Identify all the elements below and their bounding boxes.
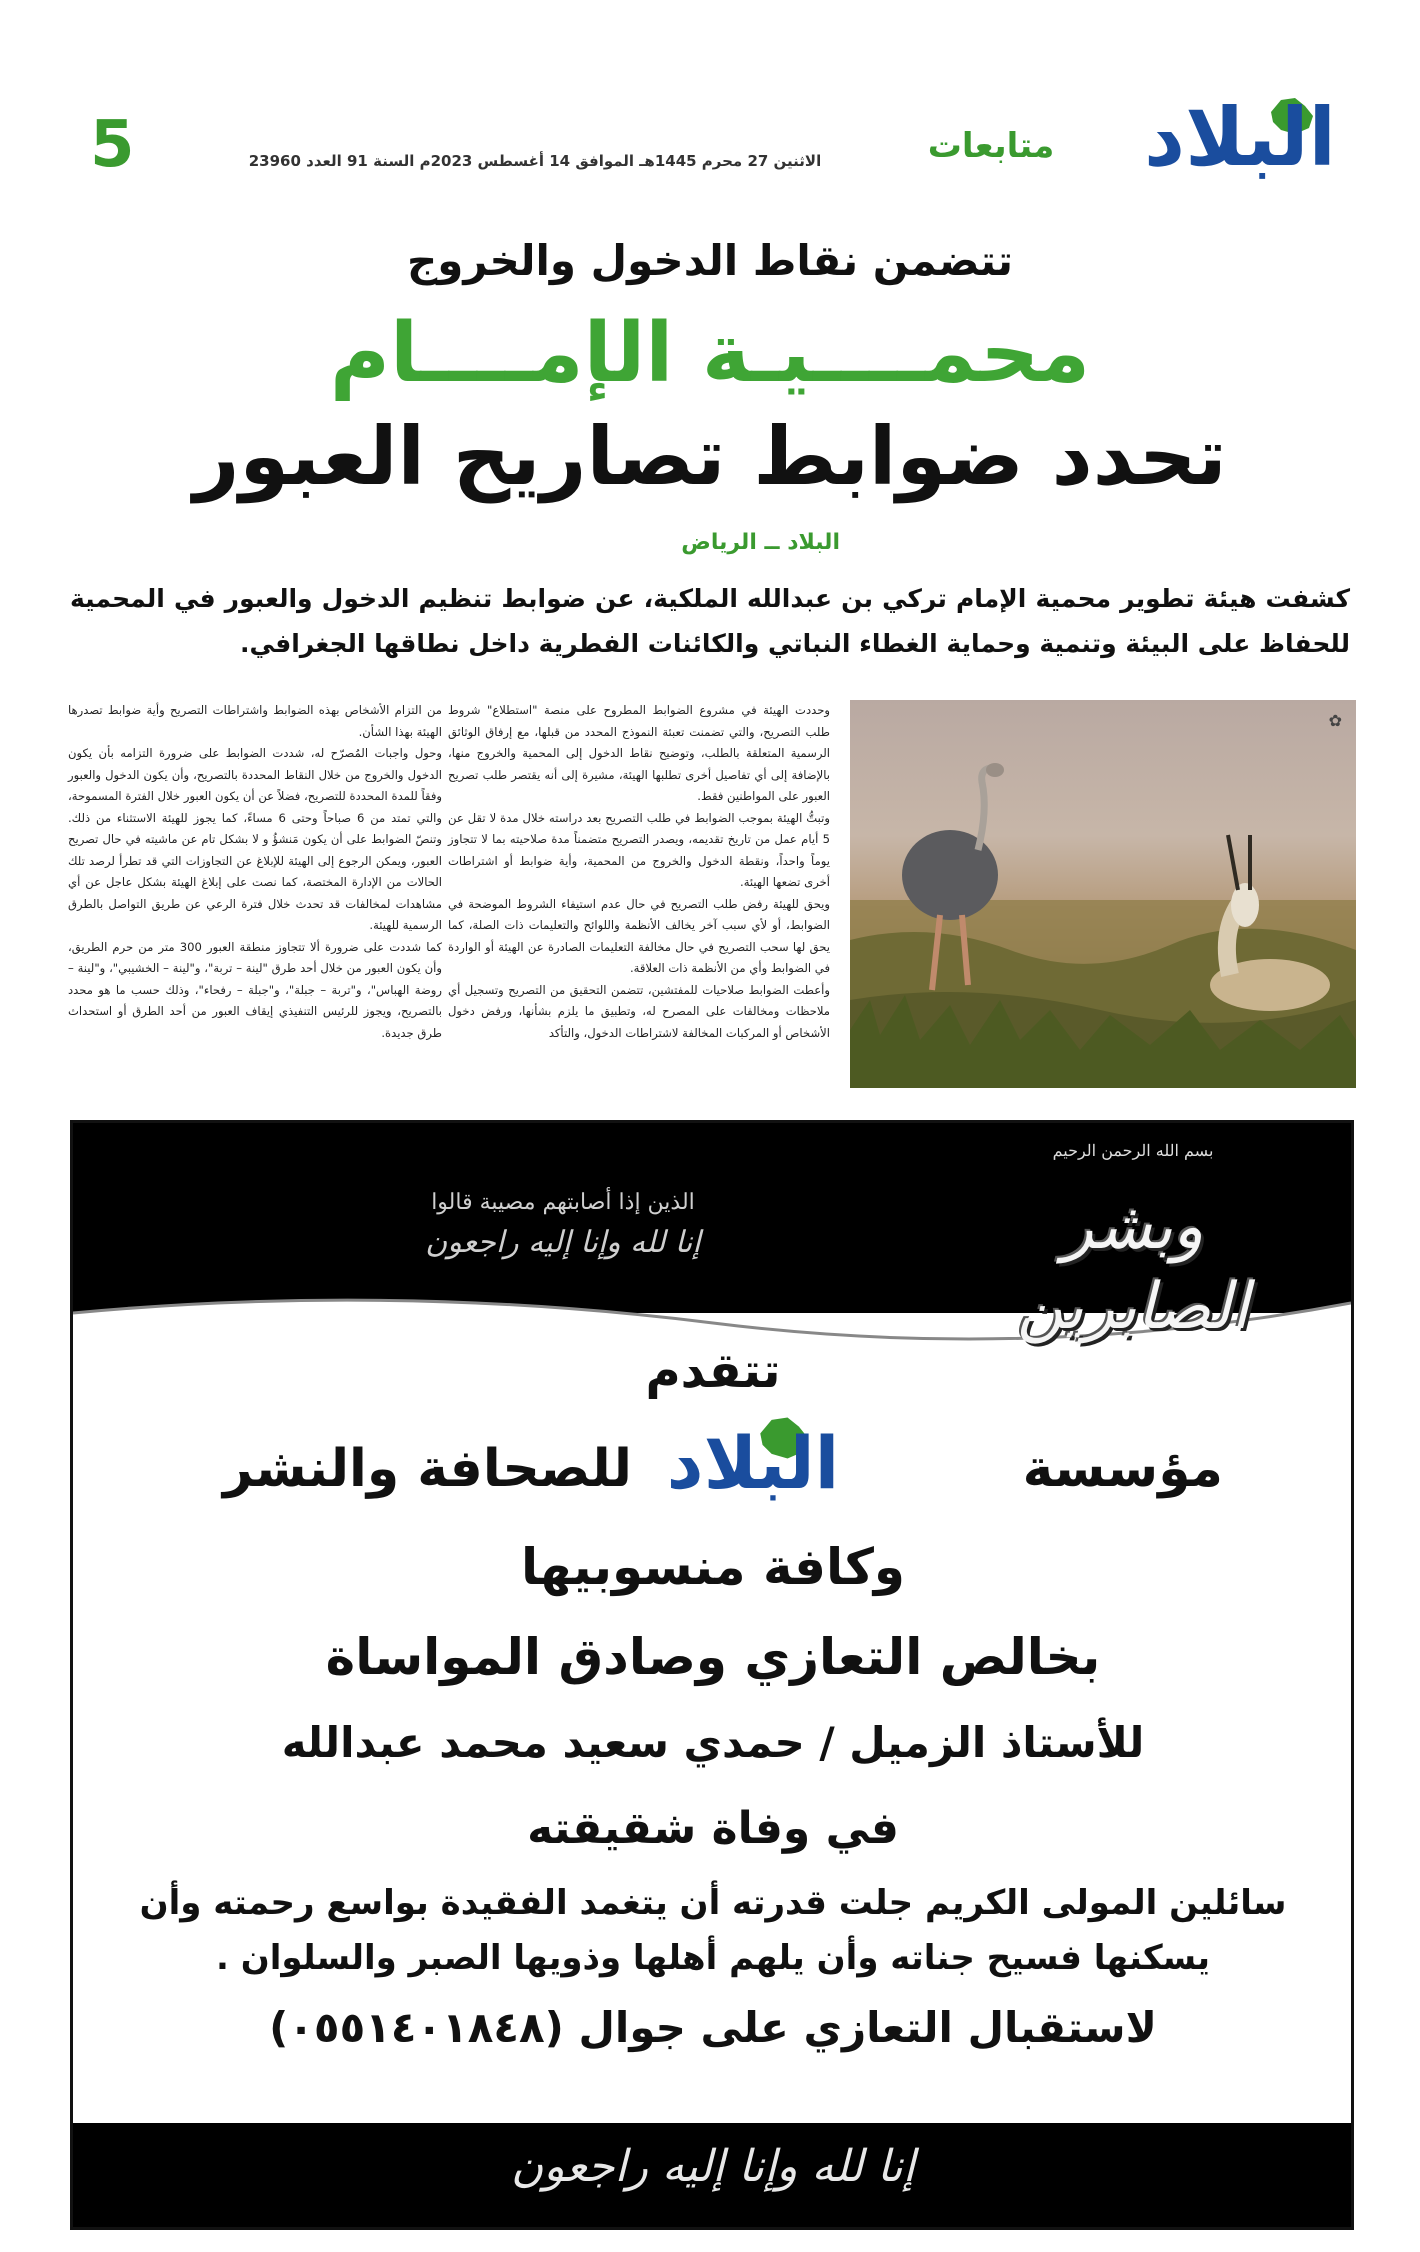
org-logo-wordmark: البلاد	[666, 1421, 840, 1505]
article-column-1	[448, 700, 830, 1090]
paragraph: وحددت الهيئة في مشروع الضوابط المطروح على منصة "استطلاع" شروط طلب التصريح، والتي تضمنت تعبئة النموذج المحدد من قبلها، مع إرفاق الوثائق الرسمية المتعلقة بالطلب، وتوضيح نقاط الدخول إلى المحمية والخروج منها، بالإضافة إلى أي تفاصيل أخرى تطلبها الهيئة، مشيرة إلى أنه يقتصر طلب تصريح العبور على المواطنين فقط.	[448, 703, 830, 803]
svg-text:✿: ✿	[1328, 711, 1342, 730]
paragraph: وأعطت الضوابط صلاحيات للمفتشين، تتضمن التحقيق من التصريح وتسجيل أي ملاحظات ومخالفات على المصرح له، وتطبيق ما يلزم بشأنها، ورفض دخول الأشخاص أو المركبات المخالفة لاشتراطات الدخول، والتأكد	[448, 982, 830, 1040]
condolence-ad	[70, 1120, 1354, 2230]
ad-condolence-line: بخالص التعازي وصادق المواساة	[325, 1628, 1101, 1686]
organization-row	[133, 1413, 1293, 1523]
article-headline: تحدد ضوابط تصاريح العبور	[193, 410, 1227, 503]
ad-footer-band	[73, 2123, 1351, 2227]
verse-line: الذين إذا أصابتهم مصيبة قالوا	[431, 1190, 695, 1215]
logo-wordmark: البلاد	[1144, 91, 1336, 184]
page-number: 5	[90, 108, 135, 182]
verse-line: إنا لله وإنا إليه راجعون	[425, 1225, 701, 1260]
paragraph: من التزام الأشخاص بهذه الضوابط واشتراطات التصريح وأية ضوابط تصدرها الهيئة بهذا الشأن.	[68, 703, 442, 739]
paragraph: كما شددت على ضرورة ألا تتجاوز منطقة العبور 300 متر من حرم الطريق، وأن يكون العبور من خلال أحد طرق "لينة – تربة"، و"لينة – الخشيبي"، و"لينة – روضة الهباس"، و"تربة – جبلة"، و"جبلة – رفحاء"، وذلك حسب ما هو محدد بالتصريح، ويجوز للرئيس التنفيذي إيقاف العبور من أحد الطرق أو استحداث طرق جديدة.	[68, 939, 442, 1040]
paragraph: وحول واجبات المُصرّح له، شددت الضوابط على ضرورة التزامه بأن يكون الدخول والخروج من خلال النقاط المحددة بالتصريح، وأن يكون الدخول والعبور وفقاً للمدة المحددة للتصريح، فضلاً عن أن يكون العبور خلال الفترة المسموحة، والتي تمتد من 6 صباحاً وحتى 6 مساءً، كما يجوز للهيئة الاستثناء من ذلك. وتنصّ الضوابط على أن يكون مَنشؤُ و لا بشكل تام عن ماشيته في حال تصريح العبور، ويمكن الرجوع إلى الهيئة للإبلاغ عن التجاوزات التي قد تطرأ لرصد تلك الحالات من الإدارة المختصة، كما نصت على إبلاغ الهيئة بشكل عاجل عن أي مشاهدات لمخالفات قد تحدث خلال فترة الرعي عن طريق التواصل بالطرق الرسمية للهيئة.	[68, 746, 442, 932]
section-label: متابعات	[927, 126, 1055, 166]
article-headline-green: محمــــيـة الإمــــام	[329, 306, 1091, 401]
dateline: الاثنين 27 محرم 1445هـ الموافق 14 أغسطس 2023م السنة 91 العدد 23960	[248, 152, 822, 170]
article-photo	[850, 700, 1356, 1088]
paragraph: ويحق للهيئة رفض طلب التصريح في حال عدم استيفاء الشروط الموضحة في الضوابط، أو لأي سبب آخر يخالف الأنظمة واللوائح والتعليمات ذات الصلة، كما يحق لها سحب التصريح في حال مخالفة التعليمات الصادرة عن الهيئة أو الواردة في الضوابط وأي من الأنظمة ذات العلاقة.	[448, 896, 830, 975]
ad-presents: تتقدم	[645, 1343, 781, 1399]
article-kicker: تتضمن نقاط الدخول والخروج	[406, 236, 1014, 285]
ostrich-gazelle-photo-icon	[850, 700, 1356, 1088]
article-column-2	[68, 700, 442, 1090]
ad-staff-line: وكافة منسوبيها	[521, 1538, 905, 1596]
article-lede: كشفت هيئة تطوير محمية الإمام تركي بن عبدالله الملكية، عن ضوابط تنظيم الدخول والعبور في المحمية للحفاظ على البيئة وتنمية وحماية الغطاء النباتي والكائنات الفطرية داخل نطاقها الجغرافي.	[70, 584, 1350, 658]
ad-occasion-line: في وفاة شقيقته	[527, 1803, 899, 1854]
newspaper-logo[interactable]	[1115, 88, 1365, 198]
quran-verse-bottom: إنا لله وإنا إليه راجعون	[511, 2141, 915, 2192]
org-suffix: للصحافة والنشر	[223, 1439, 632, 1499]
ad-contact-line: لاستقبال التعازي على جوال (٠٥٥١٤٠١٨٤٨)	[269, 2003, 1157, 2052]
basmala: بسم الله الرحمن الرحيم	[1052, 1141, 1214, 1160]
quran-verse-top	[273, 1183, 853, 1263]
calligraphy-block	[933, 1137, 1333, 1357]
byline: البلاد ــ الرياض	[681, 530, 840, 555]
org-logo	[633, 1413, 873, 1513]
masthead	[0, 0, 1420, 200]
paragraph: وتبتُّ الهيئة بموجب الضوابط في طلب التصريح بعد دراسته خلال مدة لا تقل عن 5 أيام عمل من تاريخ تقديمه، ويصدر التصريح متضمناً مدة صلاحيته بما لا تتجاوز يوماً واحداً، ونقطة الدخول والخروج من المحمية، وأية ضوابط أو اشتراطات أخرى تضعها الهيئة.	[448, 810, 830, 889]
ad-recipient-line: للأستاذ الزميل / حمدي سعيد محمد عبدالله	[281, 1718, 1145, 1767]
ad-prayer-line-2: يسكنها فسيح جناته وأن يلهم أهلها وذويها الصبر والسلوان .	[215, 1938, 1210, 1978]
org-prefix: مؤسسة	[1022, 1439, 1223, 1499]
calligraphy-text: وبشر الصابرين	[1017, 1190, 1249, 1344]
ad-prayer-line-1: سائلين المولى الكريم جلت قدرته أن يتغمد الفقيدة بواسع رحمته وأن	[139, 1883, 1287, 1923]
